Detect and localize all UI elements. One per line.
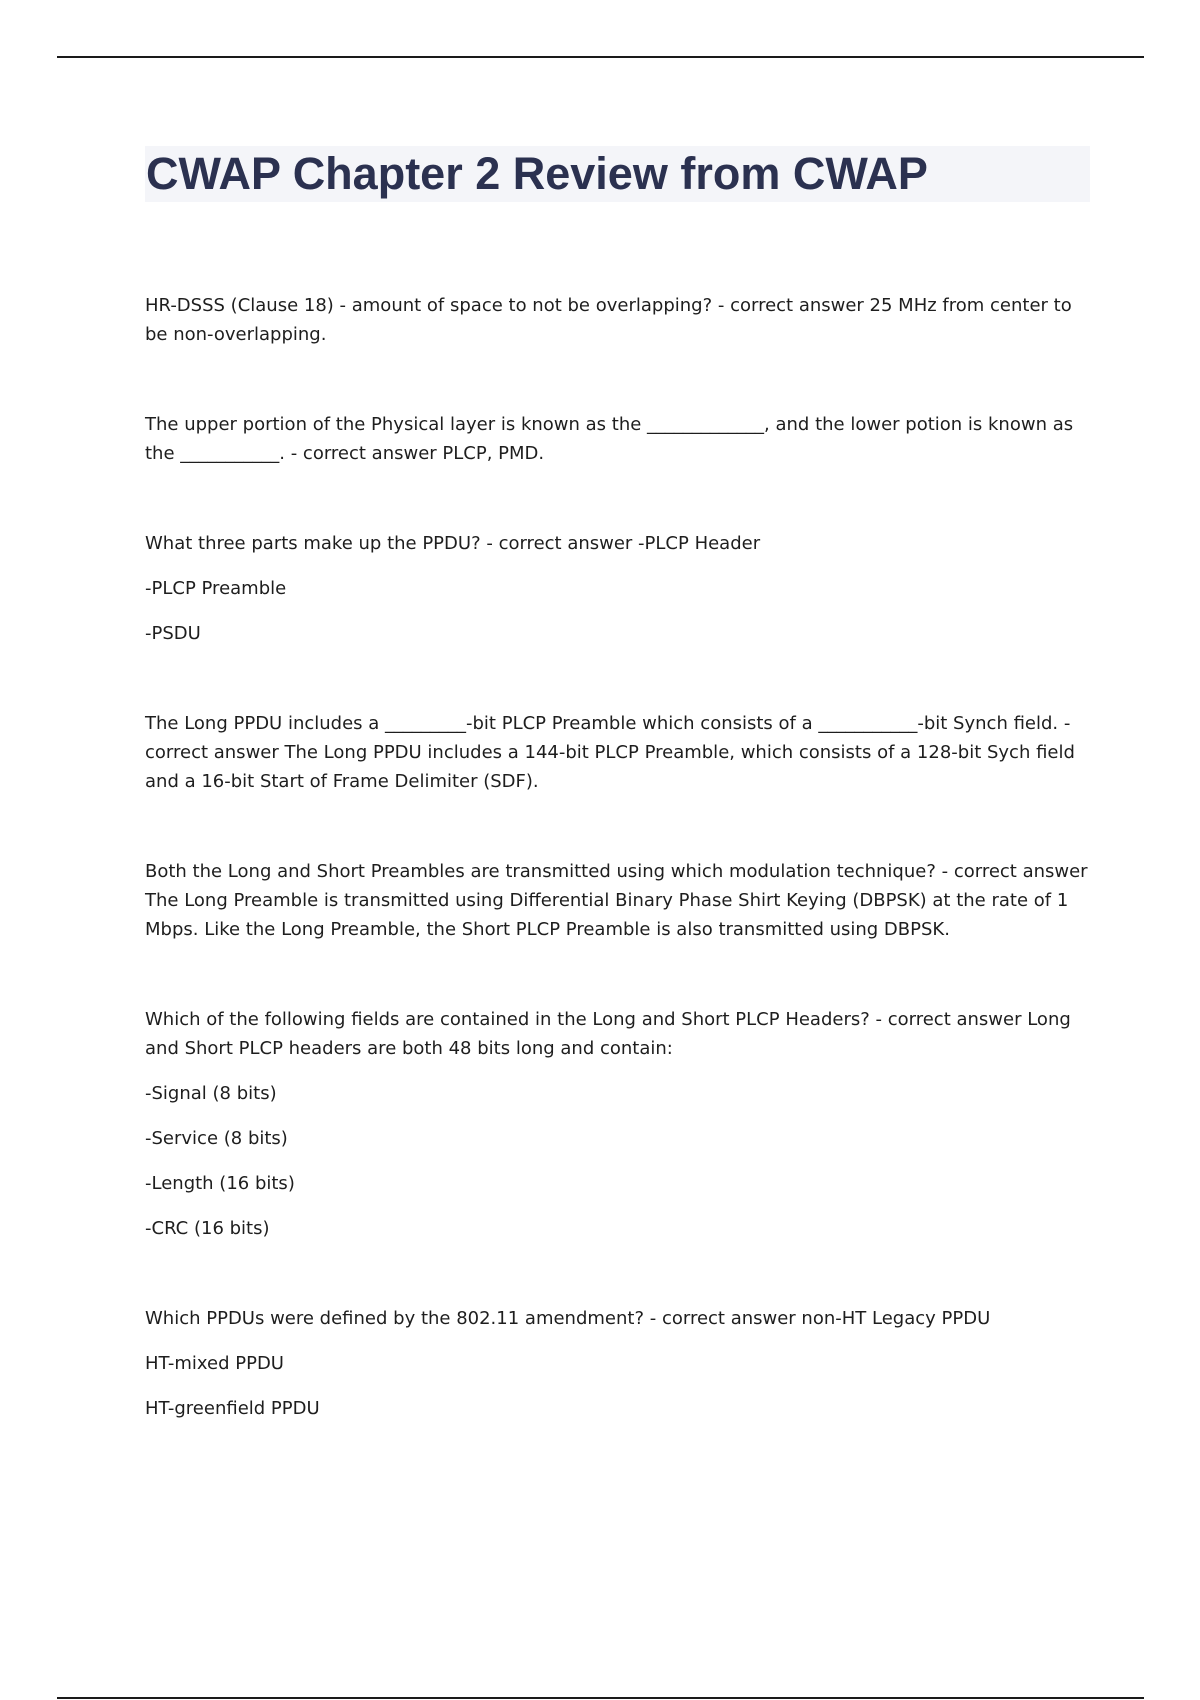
qa-list-item: -Signal (8 bits) xyxy=(145,1083,277,1104)
qa-card-1 xyxy=(145,291,1090,349)
qa-text: The Long PPDU includes a _________-bit PLCP Preamble which consists of a ___________-bit Synch field. - correct answer The Long PPDU includes a 144-bit PLCP Preamble, which consists of a 128-bit Sych field and a 16-bit Start of Frame Delimiter (SDF). xyxy=(145,713,1075,792)
qa-text: Which PPDUs were defined by the 802.11 amendment? - correct answer non-HT Legacy PPDU xyxy=(145,1308,991,1329)
top-rule xyxy=(57,56,1144,58)
qa-list-item: -Service (8 bits) xyxy=(145,1128,288,1149)
bottom-rule xyxy=(57,1697,1144,1699)
qa-card-3 xyxy=(145,529,1090,648)
qa-list-item: HT-mixed PPDU xyxy=(145,1353,284,1374)
document-body xyxy=(145,291,1090,1484)
document-title: CWAP Chapter 2 Review from CWAP xyxy=(146,148,928,199)
qa-card-7 xyxy=(145,1304,1090,1423)
qa-text: Both the Long and Short Preambles are transmitted using which modulation technique? - correct answer The Long Preamble is transmitted using Differential Binary Phase Shirt Keying (DBPSK) at the rate of 1 Mbps. Like the Long Preamble, the Short PLCP Preamble is also transmitted using DBPSK. xyxy=(145,861,1088,940)
qa-text: The upper portion of the Physical layer is known as the _____________, and the lower potion is known as the ___________. - correct answer PLCP, PMD. xyxy=(145,414,1074,464)
qa-list-item: -Length (16 bits) xyxy=(145,1173,295,1194)
qa-list-item: -CRC (16 bits) xyxy=(145,1218,270,1239)
qa-card-4 xyxy=(145,709,1090,796)
qa-card-5 xyxy=(145,857,1090,944)
qa-text: HR-DSSS (Clause 18) - amount of space to not be overlapping? - correct answer 25 MHz from center to be non-overlapping. xyxy=(145,295,1072,345)
qa-list-item: -PSDU xyxy=(145,623,201,644)
qa-list-item: -PLCP Preamble xyxy=(145,578,287,599)
qa-card-2 xyxy=(145,410,1090,468)
qa-text: What three parts make up the PPDU? - correct answer -PLCP Header xyxy=(145,533,761,554)
qa-list-item: HT-greenfield PPDU xyxy=(145,1398,320,1419)
qa-text: Which of the following fields are contained in the Long and Short PLCP Headers? - correct answer Long and Short PLCP headers are both 48 bits long and contain: xyxy=(145,1009,1071,1059)
qa-card-6 xyxy=(145,1005,1090,1243)
